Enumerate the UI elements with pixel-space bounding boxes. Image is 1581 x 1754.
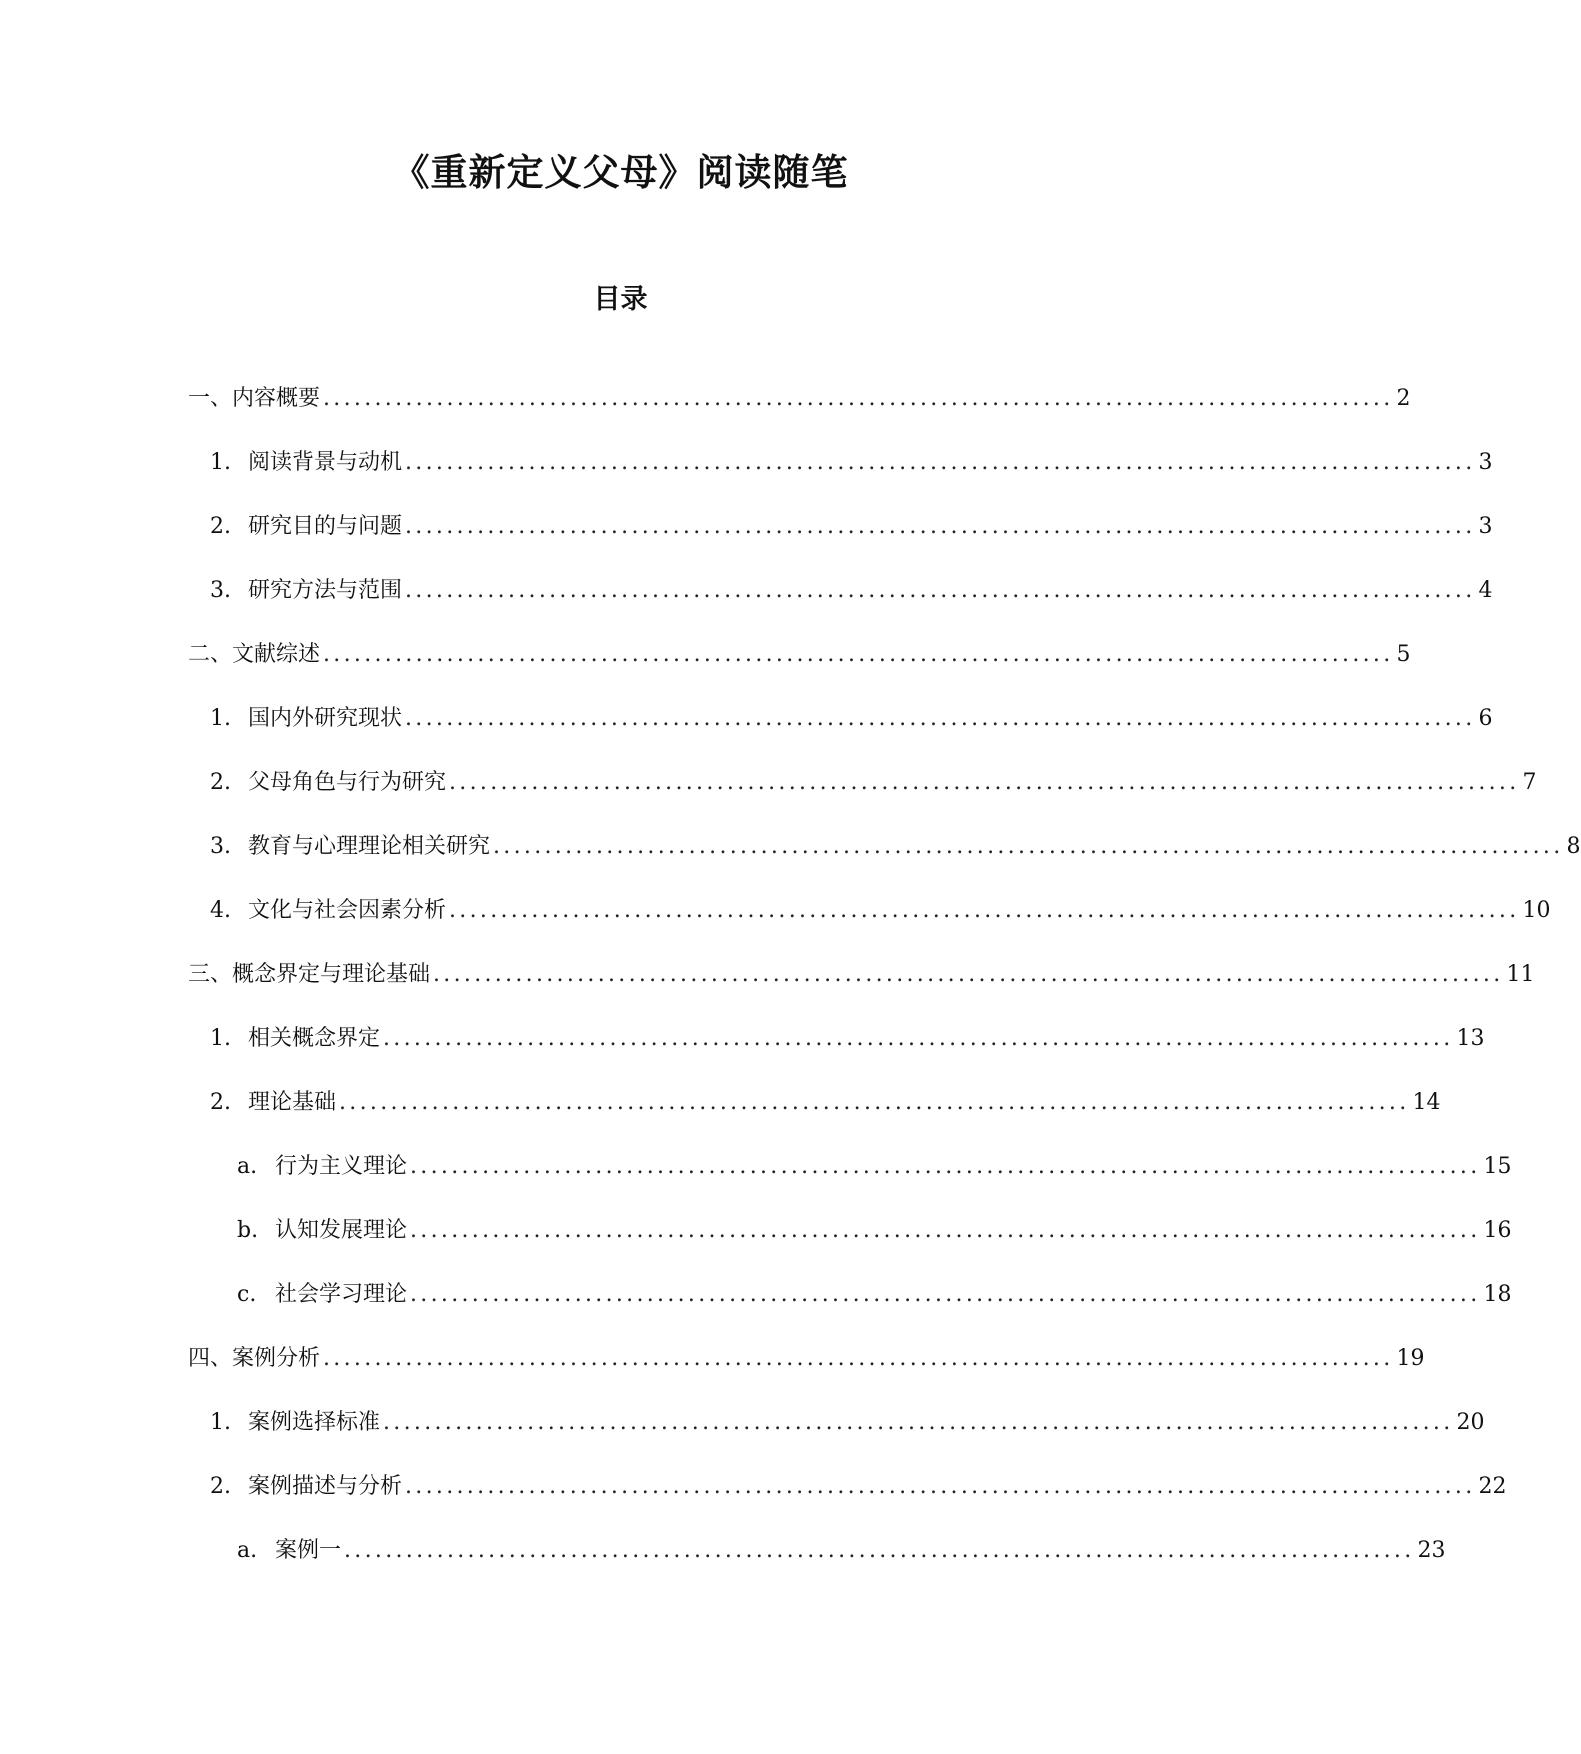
toc-entry[interactable] [210, 702, 1493, 736]
toc-entry-label: 三、概念界定与理论基础 [188, 962, 431, 987]
toc-entry-page: 23 [1417, 1538, 1446, 1563]
toc-dot-leader: ........................................................................................................ [410, 1154, 1481, 1179]
toc-dot-leader: ........................................................................................................ [405, 706, 1476, 731]
toc-dot-leader: ........................................................................................................ [405, 578, 1476, 603]
toc-entry-number: 1. [210, 706, 231, 731]
toc-entry[interactable] [210, 446, 1493, 480]
toc-entry-label: 相关概念界定 [248, 1026, 381, 1051]
toc-entry-label: 社会学习理论 [275, 1282, 408, 1307]
toc-entry-page: 15 [1483, 1154, 1512, 1179]
toc-entry-label: 二、文献综述 [188, 642, 321, 667]
toc-entry-number: 4. [210, 898, 231, 923]
toc-entry-label: 行为主义理论 [275, 1154, 408, 1179]
toc-dot-leader: ........................................................................................................ [405, 1474, 1476, 1499]
toc-entry-page: 7 [1522, 770, 1537, 795]
toc-entry-page: 16 [1483, 1218, 1512, 1243]
toc-dot-leader: ........................................................................................................ [449, 770, 1520, 795]
toc-entry-page: 19 [1396, 1346, 1425, 1371]
toc-entry-number: 2. [210, 514, 231, 539]
toc-entry-label: 案例描述与分析 [248, 1474, 403, 1499]
toc-entry-page: 5 [1396, 642, 1411, 667]
toc-entry-section-4[interactable] [188, 1342, 1425, 1376]
toc-dot-leader: ........................................................................................................ [405, 514, 1476, 539]
toc-entry[interactable] [210, 1406, 1485, 1440]
toc-entry-label: 一、内容概要 [188, 386, 321, 411]
toc-entry-label: 国内外研究现状 [248, 706, 403, 731]
toc-entry-number: b. [237, 1218, 259, 1243]
toc-entry-label: 案例选择标准 [248, 1410, 381, 1435]
toc-entry-page: 20 [1456, 1410, 1485, 1435]
toc-entry-page: 6 [1478, 706, 1493, 731]
toc-dot-leader: ........................................................................................................ [493, 834, 1564, 859]
toc-entry-section-2[interactable] [188, 638, 1411, 672]
toc-entry-page: 13 [1456, 1026, 1485, 1051]
toc-entry-number: 2. [210, 1474, 231, 1499]
toc-entry-label: 研究方法与范围 [248, 578, 403, 603]
toc-dot-leader: ........................................................................................................ [449, 898, 1520, 923]
toc-dot-leader: ........................................................................................................ [410, 1282, 1481, 1307]
toc-entry-page: 10 [1522, 898, 1551, 923]
toc-entry[interactable] [210, 830, 1581, 864]
toc-entry-page: 14 [1412, 1090, 1441, 1115]
toc-entry-label: 阅读背景与动机 [248, 450, 403, 475]
toc-entry[interactable] [237, 1214, 1512, 1248]
toc-entry-number: 1. [210, 1026, 231, 1051]
toc-dot-leader: ........................................................................................................ [323, 1346, 1394, 1371]
toc-entry-number: 3. [210, 578, 231, 603]
toc-entry[interactable] [210, 766, 1537, 800]
toc-entry-page: 3 [1478, 450, 1493, 475]
toc-entry-number: a. [237, 1154, 258, 1179]
toc-entry-page: 22 [1478, 1474, 1507, 1499]
toc-entry-number: 2. [210, 770, 231, 795]
toc-entry[interactable] [237, 1150, 1512, 1184]
toc-dot-leader: ........................................................................................................ [383, 1410, 1454, 1435]
toc-dot-leader: ........................................................................................................ [339, 1090, 1410, 1115]
toc-entry[interactable] [237, 1278, 1512, 1312]
toc-dot-leader: ........................................................................................................ [323, 386, 1394, 411]
toc-entry-page: 18 [1483, 1282, 1512, 1307]
toc-entry-number: 2. [210, 1090, 231, 1115]
toc-entry[interactable] [210, 1470, 1507, 1504]
toc-dot-leader: ........................................................................................................ [433, 962, 1504, 987]
toc-entry-label: 认知发展理论 [275, 1218, 408, 1243]
toc-dot-leader: ........................................................................................................ [344, 1538, 1415, 1563]
toc-dot-leader: ........................................................................................................ [410, 1218, 1481, 1243]
toc-dot-leader: ........................................................................................................ [383, 1026, 1454, 1051]
toc-entry-number: 3. [210, 834, 231, 859]
toc-entry[interactable] [237, 1534, 1446, 1568]
toc-entry-number: 1. [210, 450, 231, 475]
toc-entry[interactable] [210, 894, 1551, 928]
toc-entry-label: 文化与社会因素分析 [248, 898, 447, 923]
toc-entry-page: 2 [1396, 386, 1411, 411]
toc-entry-label: 父母角色与行为研究 [248, 770, 447, 795]
toc-heading: 目录 [593, 284, 648, 315]
toc-entry-page: 4 [1478, 578, 1493, 603]
toc-entry-page: 8 [1566, 834, 1581, 859]
toc-entry-number: a. [237, 1538, 258, 1563]
toc-entry-section-3[interactable] [188, 958, 1535, 992]
toc-entry-number: c. [237, 1282, 257, 1307]
toc-entry[interactable] [210, 510, 1493, 544]
toc-entry-label: 理论基础 [248, 1090, 337, 1115]
toc-entry-label: 案例一 [275, 1538, 342, 1563]
toc-entry-label: 研究目的与问题 [248, 514, 403, 539]
toc-entry-number: 1. [210, 1410, 231, 1435]
toc-entry-label: 四、案例分析 [188, 1346, 321, 1371]
toc-dot-leader: ........................................................................................................ [405, 450, 1476, 475]
toc-entry[interactable] [210, 574, 1493, 608]
toc-entry-page: 11 [1506, 962, 1535, 987]
toc-entry[interactable] [210, 1086, 1441, 1120]
toc-entry-page: 3 [1478, 514, 1493, 539]
toc-entry-section-1[interactable] [188, 382, 1411, 416]
document-title: 《重新定义父母》阅读随笔 [392, 151, 849, 194]
toc-dot-leader: ........................................................................................................ [323, 642, 1394, 667]
toc-entry[interactable] [210, 1022, 1485, 1056]
toc-entry-label: 教育与心理理论相关研究 [248, 834, 491, 859]
